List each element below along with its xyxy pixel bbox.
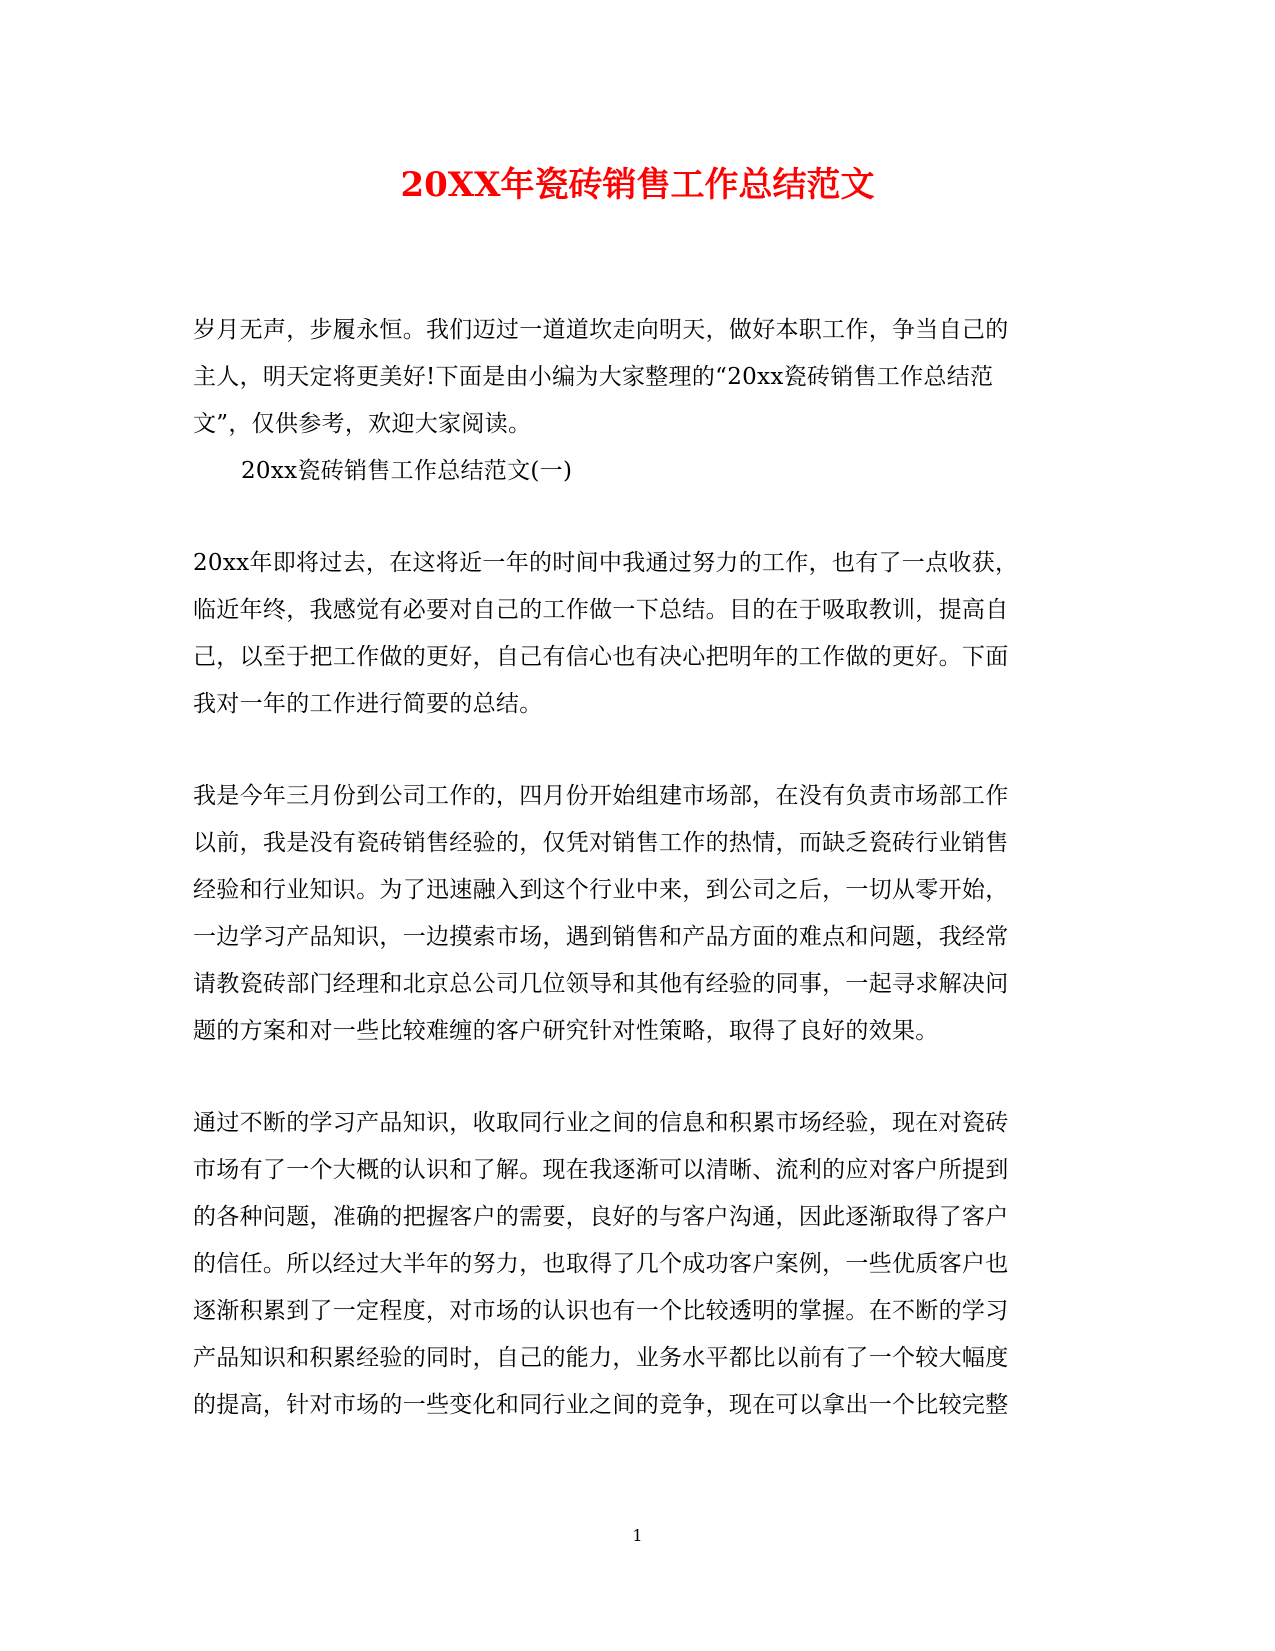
paragraph-1-line: 己，以至于把工作做的更好，自己有信心也有决心把明年的工作做的更好。下面	[193, 644, 1009, 670]
paragraph-3-line: 通过不断的学习产品知识，收取同行业之间的信息和积累市场经验，现在对瓷砖	[193, 1110, 1009, 1136]
paragraph-2-line: 请教瓷砖部门经理和北京总公司几位领导和其他有经验的同事，一起寻求解决问	[193, 971, 1009, 997]
intro-line: 主人，明天定将更美好!下面是由小编为大家整理的“20xx瓷砖销售工作总结范	[193, 364, 994, 390]
paragraph-2-line: 题的方案和对一些比较难缠的客户研究针对性策略，取得了良好的效果。	[193, 1018, 939, 1044]
page-number: 1	[632, 1526, 643, 1545]
paragraph-3-line: 的各种问题，准确的把握客户的需要，良好的与客户沟通，因此逐渐取得了客户	[193, 1204, 1009, 1230]
page-title: 20XX年瓷砖销售工作总结范文	[400, 165, 875, 205]
intro-line: 文”，仅供参考，欢迎大家阅读。	[193, 411, 532, 437]
intro-line: 岁月无声，步履永恒。我们迈过一道道坎走向明天，做好本职工作，争当自己的	[193, 317, 1009, 343]
paragraph-3-line: 市场有了一个大概的认识和了解。现在我逐渐可以清晰、流利的应对客户所提到	[193, 1157, 1009, 1183]
paragraph-2-line: 一边学习产品知识，一边摸索市场，遇到销售和产品方面的难点和问题，我经常	[193, 924, 1009, 950]
paragraph-3-line: 产品知识和积累经验的同时，自己的能力，业务水平都比以前有了一个较大幅度	[193, 1345, 1009, 1371]
paragraph-1-line: 我对一年的工作进行简要的总结。	[193, 691, 543, 717]
paragraph-1-line: 20xx年即将过去，在这将近一年的时间中我通过努力的工作，也有了一点收获，	[193, 550, 1019, 576]
paragraph-1-line: 临近年终，我感觉有必要对自己的工作做一下总结。目的在于吸取教训，提高自	[193, 597, 1009, 623]
paragraph-3-line: 的提高，针对市场的一些变化和同行业之间的竞争，现在可以拿出一个比较完整	[193, 1392, 1009, 1418]
section-heading: 20xx瓷砖销售工作总结范文(一)	[241, 458, 573, 484]
paragraph-2-line: 我是今年三月份到公司工作的，四月份开始组建市场部，在没有负责市场部工作	[193, 783, 1009, 809]
paragraph-2-line: 以前，我是没有瓷砖销售经验的，仅凭对销售工作的热情，而缺乏瓷砖行业销售	[193, 830, 1009, 856]
paragraph-3-line: 逐渐积累到了一定程度，对市场的认识也有一个比较透明的掌握。在不断的学习	[193, 1298, 1009, 1324]
paragraph-3-line: 的信任。所以经过大半年的努力，也取得了几个成功客户案例，一些优质客户也	[193, 1251, 1009, 1277]
paragraph-2-line: 经验和行业知识。为了迅速融入到这个行业中来，到公司之后，一切从零开始，	[193, 877, 1009, 903]
